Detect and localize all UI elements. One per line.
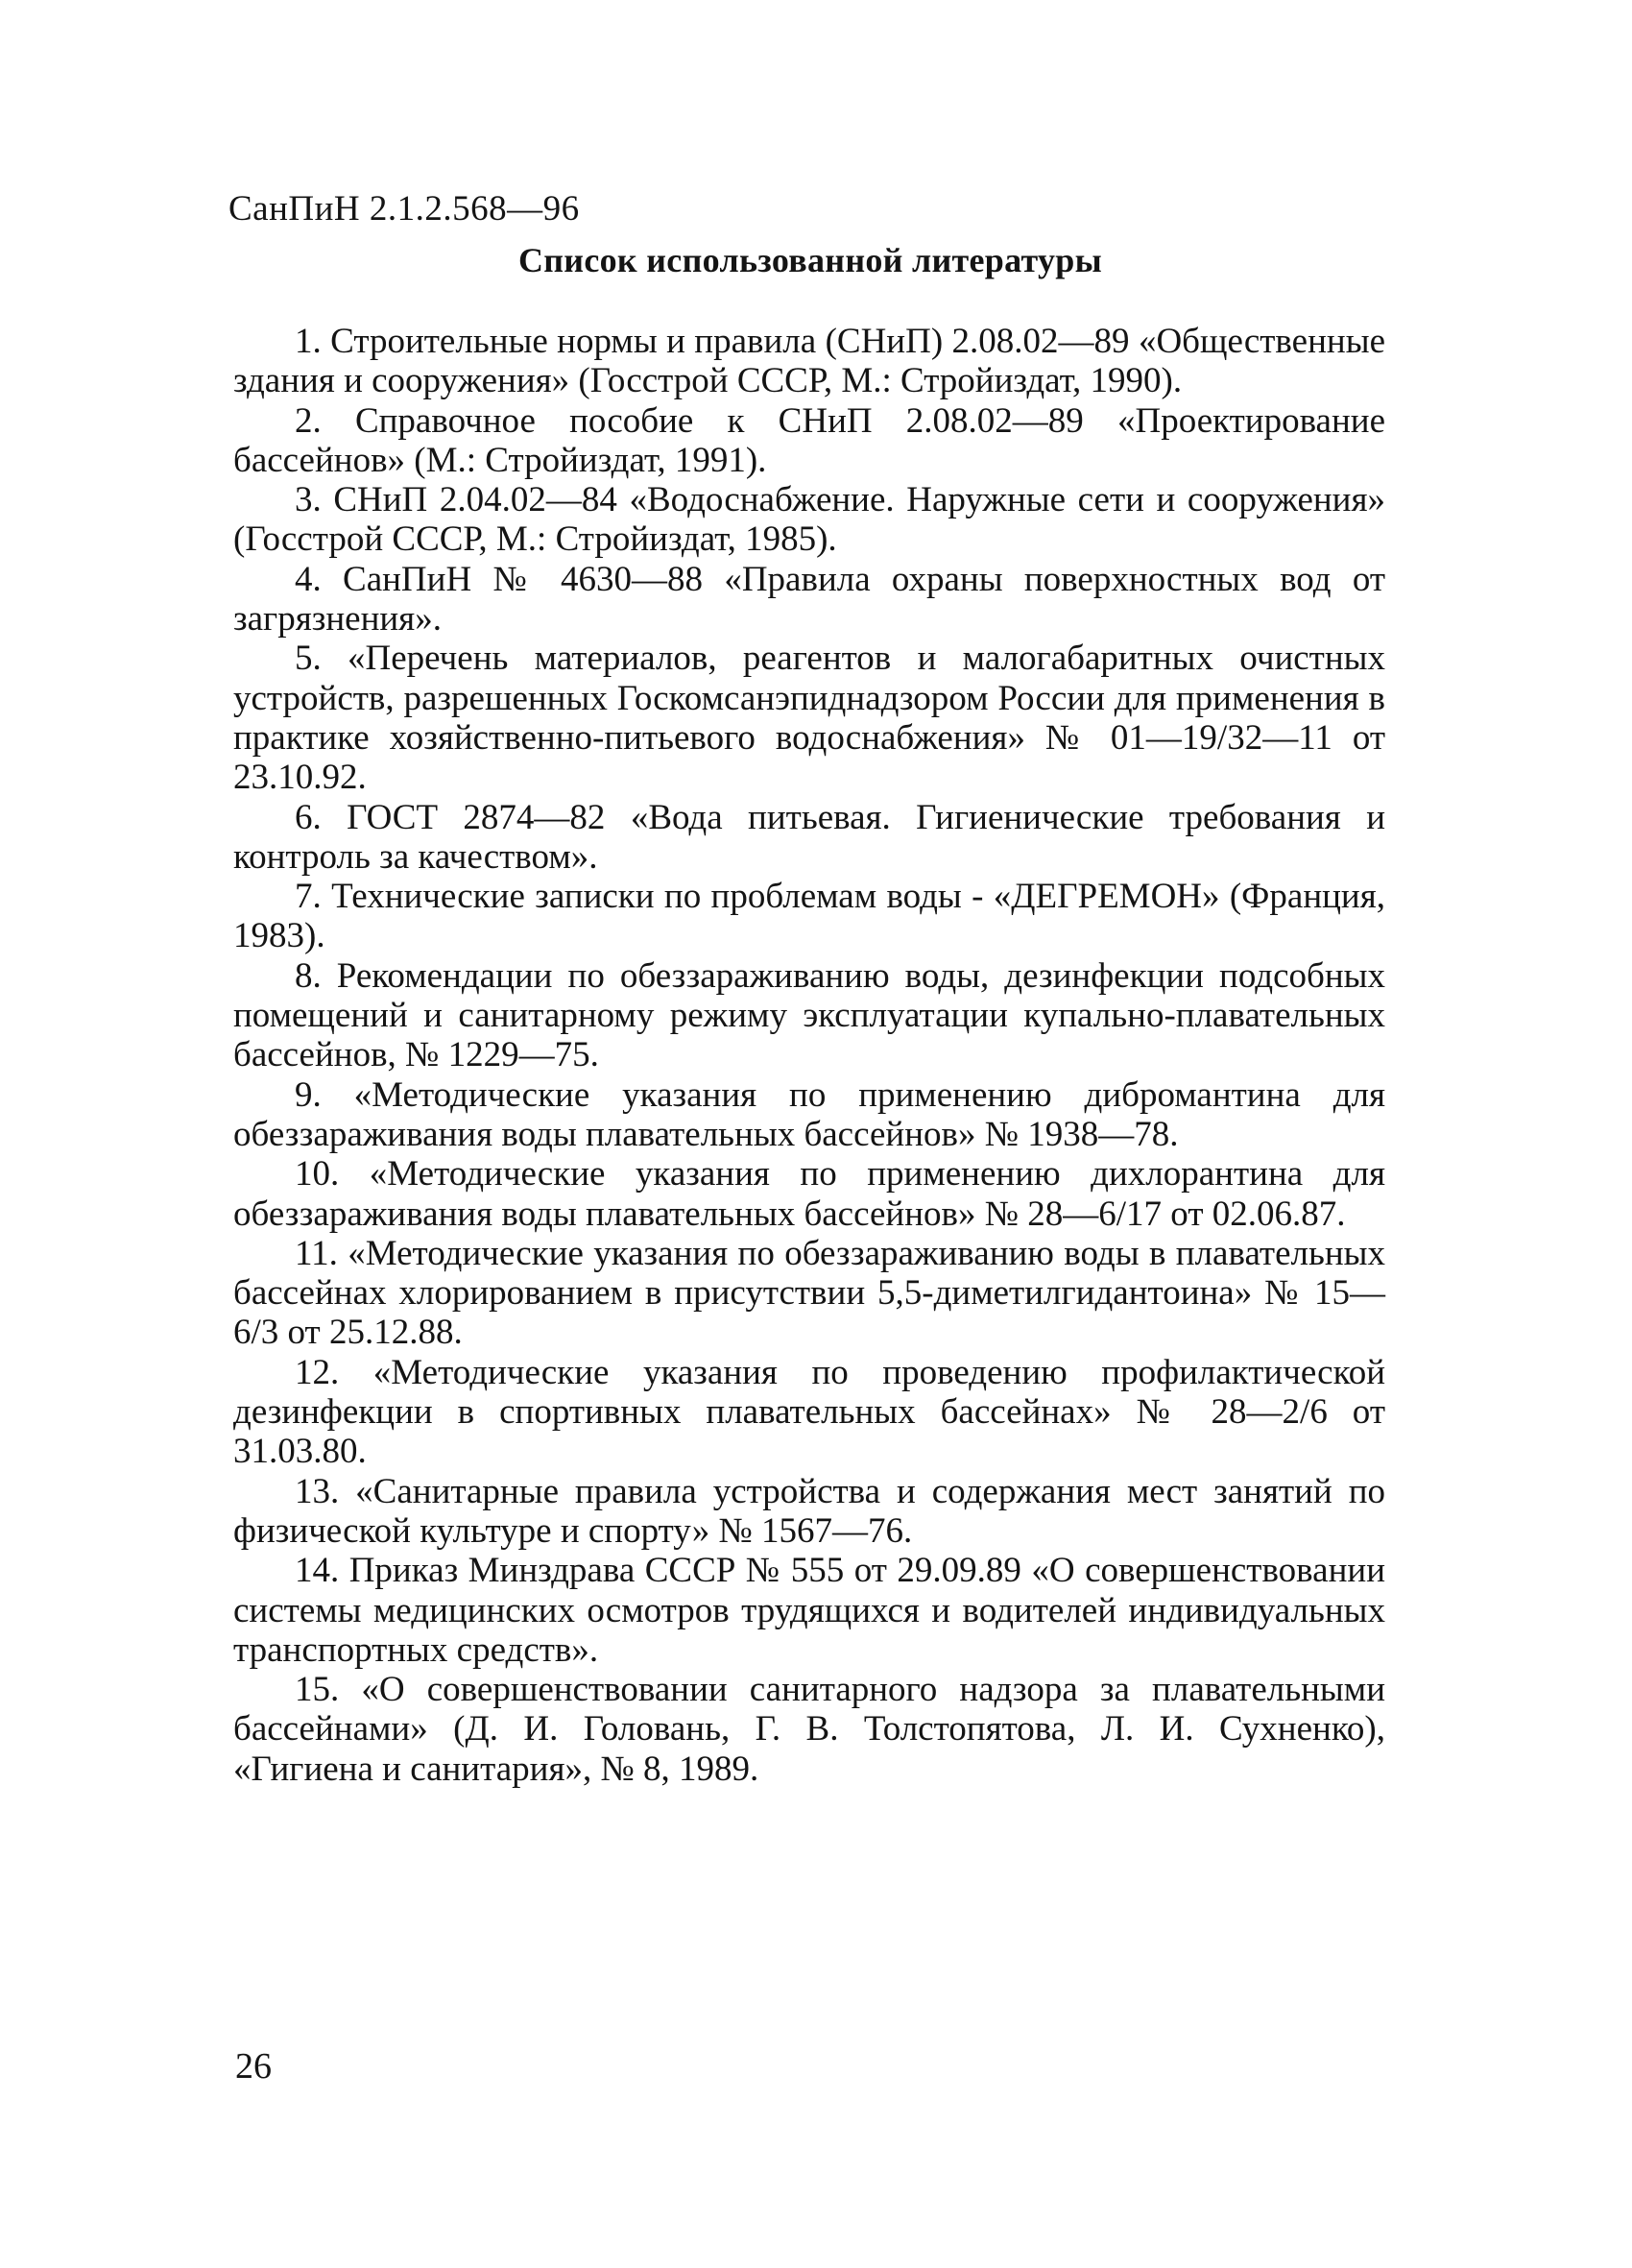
reference-item: 2. Справочное пособие к СНиП 2.08.02—89 «Проектирование бассейнов» (М.: Стройиздат, 1991). (233, 400, 1385, 480)
reference-item: 7. Технические записки по проблемам воды - «ДЕГРЕМОН» (Франция, 1983). (233, 877, 1385, 956)
reference-item: 5. «Перечень материалов, реагентов и малогабаритных очистных устройств, разрешенных Госкомсанэпиднадзором России для применения в практике хозяйственно-питьевого водоснабжения» № 01—19/32—11 от 23.10.92. (233, 639, 1385, 798)
reference-item: 14. Приказ Минздрава СССР № 555 от 29.09.89 «О совершенствовании системы медицинских осмотров трудящихся и водителей индивидуальных транспортных средств». (233, 1551, 1385, 1670)
document-code: СанПиН 2.1.2.568—96 (228, 189, 580, 229)
reference-item: 8. Рекомендации по обеззараживанию воды, дезинфекции подсобных помещений и санитарному режиму эксплуатации купально-плавательных бассейнов, № 1229—75. (233, 955, 1385, 1075)
reference-item: 13. «Санитарные правила устройства и содержания мест занятий по физической культуре и спорту» № 1567—76. (233, 1471, 1385, 1551)
reference-item: 15. «О совершенствовании санитарного надзора за плавательными бассейнами» (Д. И. Головань, Г. В. Толстопятова, Л. И. Сухненко), «Гигиена и санитария», № 8, 1989. (233, 1670, 1385, 1789)
reference-item: 9. «Методические указания по применению дибромантина для обеззараживания воды плавательных бассейнов» № 1938—78. (233, 1074, 1385, 1154)
reference-item: 1. Строительные нормы и правила (СНиП) 2.08.02—89 «Общественные здания и сооружения» (Госстрой СССР, М.: Стройиздат, 1990). (233, 322, 1385, 401)
page-title: Список использованной литературы (517, 241, 1103, 279)
reference-item: 6. ГОСТ 2874—82 «Вода питьевая. Гигиенические требования и контроль за качеством». (233, 797, 1385, 877)
reference-item: 12. «Методические указания по проведению профилактической дезинфекции в спортивных плавательных бассейнах» № 28—2/6 от 31.03.80. (233, 1352, 1385, 1472)
page-number: 26 (235, 2046, 272, 2087)
reference-item: 11. «Методические указания по обеззараживанию воды в плавательных бассейнах хлорированием в присутствии 5,5-диметилгидантоина» № 15—6/3 от 25.12.88. (233, 1233, 1385, 1353)
reference-item: 3. СНиП 2.04.02—84 «Водоснабжение. Наружные сети и сооружения» (Госстрой СССР, М.: Стройиздат, 1985). (233, 480, 1385, 560)
reference-item: 4. СанПиН № 4630—88 «Правила охраны поверхностных вод от загрязнения». (233, 559, 1385, 639)
reference-list (233, 322, 1385, 1789)
reference-item: 10. «Методические указания по применению дихлорантина для обеззараживания воды плавательных бассейнов» № 28—6/17 от 02.06.87. (233, 1154, 1385, 1234)
